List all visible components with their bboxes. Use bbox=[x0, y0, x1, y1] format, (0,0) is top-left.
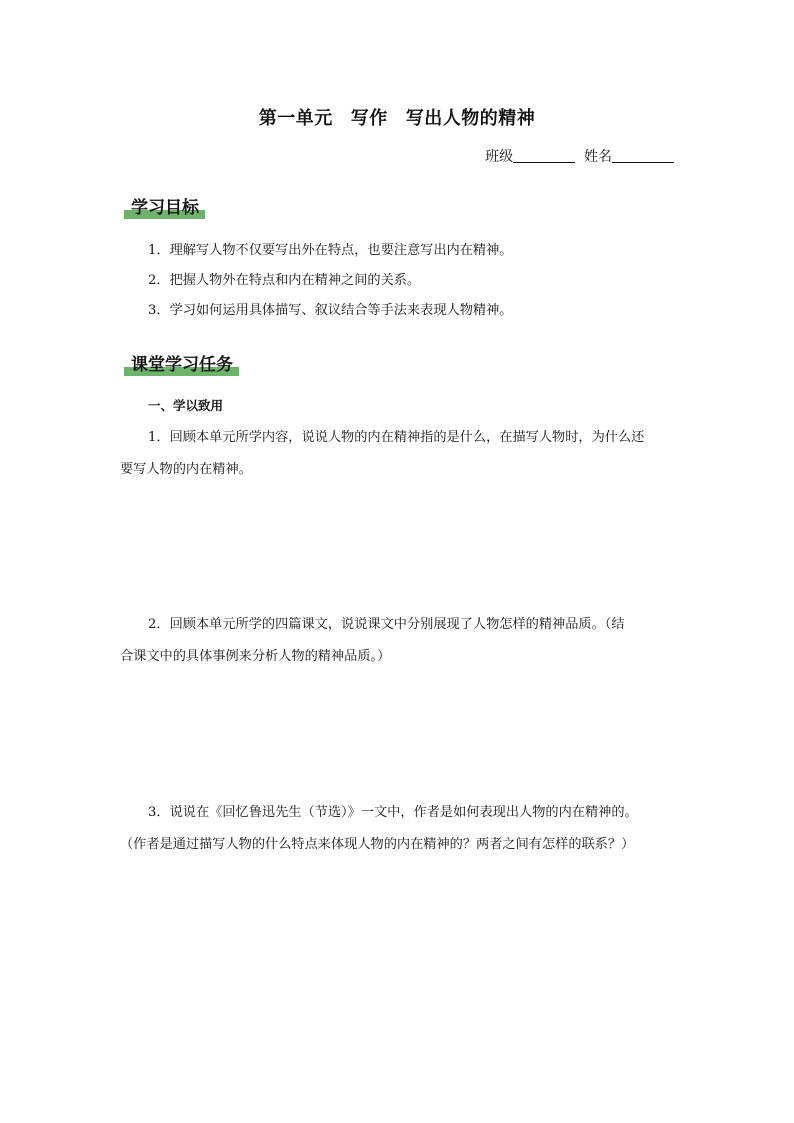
question-3-line-1: 3．说说在《回忆鲁迅先生（节选）》一文中，作者是如何表现出人物的内在精神的。 bbox=[148, 805, 638, 820]
section-heading-text: 课堂学习任务 bbox=[131, 355, 233, 375]
objective-item-1: 1．理解写人物不仅要写出外在特点，也要注意写出内在精神。 bbox=[148, 243, 513, 258]
question-1-line-2: 要写人物的内在精神。 bbox=[120, 462, 252, 477]
question-2-line-2: 合课文中的具体事例来分析人物的精神品质。） bbox=[120, 649, 391, 664]
title-type: 写作 bbox=[350, 108, 388, 129]
question-2-line-1: 2．回顾本单元所学的四篇课文，说说课文中分别展现了人物怎样的精神品质。（结 bbox=[148, 617, 625, 632]
section-heading-objectives bbox=[124, 193, 205, 221]
section-heading-text: 学习目标 bbox=[131, 198, 199, 218]
title-topic: 写出人物的精神 bbox=[405, 108, 536, 129]
question-1-line-1: 1．回顾本单元所学内容，说说人物的内在精神指的是什么，在描写人物时，为什么还 bbox=[148, 430, 645, 445]
question-3-line-2: （作者是通过描写人物的什么特点来体现人物的内在精神的？两者之间有怎样的联系？） bbox=[120, 837, 635, 852]
class-label: 班级 bbox=[485, 149, 514, 165]
class-name-line bbox=[485, 146, 674, 166]
subheading-apply: 一、学以致用 bbox=[148, 398, 224, 413]
name-label: 姓名 bbox=[584, 149, 612, 165]
objective-item-3: 3．学习如何运用具体描写、叙议结合等手法来表现人物精神。 bbox=[148, 303, 513, 318]
name-blank[interactable] bbox=[612, 148, 674, 163]
title-unit: 第一单元 bbox=[258, 108, 333, 129]
page-title bbox=[0, 104, 794, 130]
section-heading-tasks bbox=[124, 350, 239, 378]
objective-item-2: 2．把握人物外在特点和内在精神之间的关系。 bbox=[148, 273, 421, 288]
class-blank[interactable] bbox=[513, 148, 575, 163]
